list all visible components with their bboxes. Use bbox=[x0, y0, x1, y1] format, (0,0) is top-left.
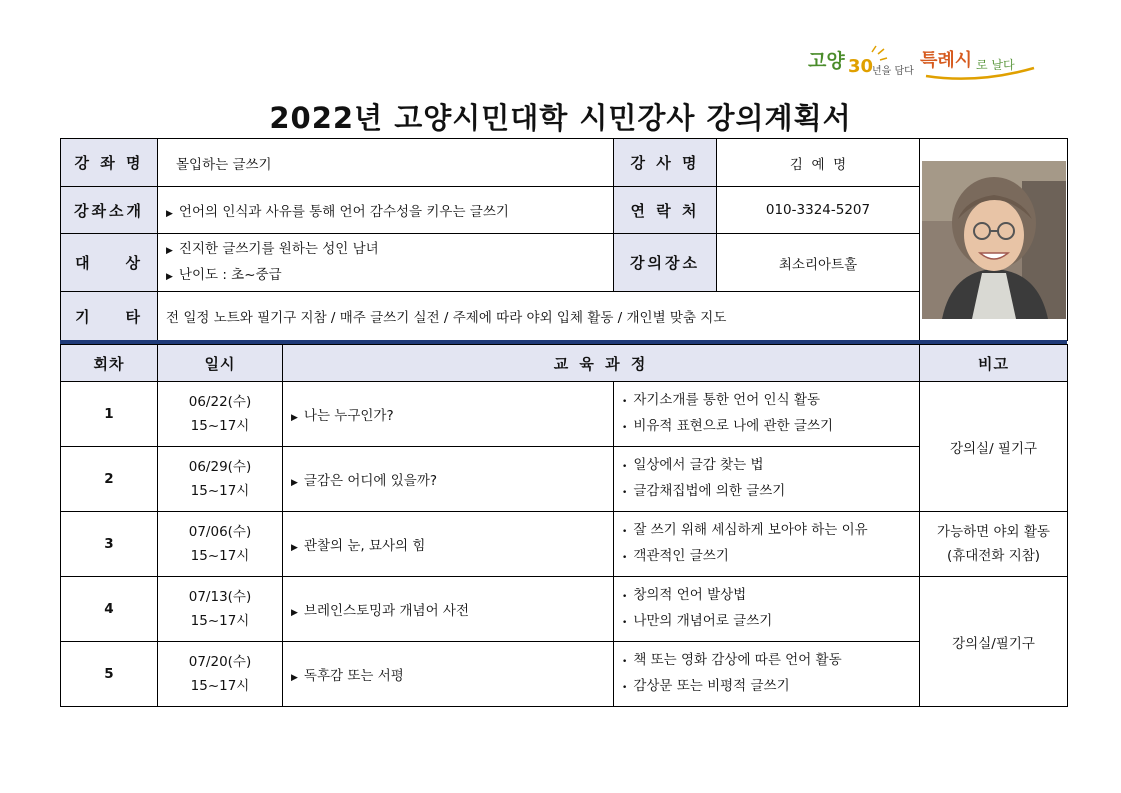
session-datetime bbox=[158, 577, 283, 642]
note-row-3-line1: 가능하면 야외 활동 bbox=[937, 524, 1050, 540]
session-datetime bbox=[158, 382, 283, 447]
header-date: 일시 bbox=[158, 345, 283, 382]
etc-label: 기 타 bbox=[61, 292, 158, 341]
session-details bbox=[614, 447, 920, 512]
header-note: 비고 bbox=[920, 345, 1068, 382]
session-date: 07/06(수) bbox=[188, 524, 252, 540]
course-label: 강 좌 명 bbox=[61, 139, 158, 187]
logo-text-fly: 로 날다 bbox=[976, 58, 1015, 72]
session-topic: 나는 누구인가? bbox=[303, 408, 394, 424]
target-line-2: 난이도 : 초~중급 bbox=[178, 266, 282, 283]
bullet-dot-icon: • bbox=[622, 488, 628, 498]
session-topic: 글감은 어디에 있을까? bbox=[303, 473, 438, 489]
session-topic: 독후감 또는 서평 bbox=[303, 668, 404, 684]
bullet-dot-icon: • bbox=[622, 397, 628, 407]
note-rows-1-2: 강의실/ 필기구 bbox=[920, 382, 1068, 512]
table-row bbox=[61, 512, 1068, 577]
instructor-label: 강 사 명 bbox=[614, 139, 717, 187]
session-time: 15~17시 bbox=[190, 418, 250, 434]
session-date: 07/13(수) bbox=[188, 589, 252, 605]
session-number: 4 bbox=[61, 577, 158, 642]
course-info-table bbox=[60, 138, 1068, 341]
session-datetime bbox=[158, 642, 283, 707]
instructor-photo-cell bbox=[920, 139, 1068, 341]
session-time: 15~17시 bbox=[190, 483, 250, 499]
bullet-dot-icon: • bbox=[622, 657, 628, 667]
session-time: 15~17시 bbox=[190, 678, 250, 694]
bullet-triangle-icon: ▶ bbox=[291, 673, 298, 683]
logo-text-30: 30 bbox=[848, 56, 874, 77]
session-date: 07/20(수) bbox=[188, 654, 252, 670]
contact-label: 연 락 처 bbox=[614, 187, 717, 234]
bullet-triangle-icon: ▶ bbox=[166, 271, 173, 282]
note-row-3 bbox=[920, 512, 1068, 577]
session-detail-2: 글감채집법에 의한 글쓰기 bbox=[633, 483, 786, 499]
table-row bbox=[61, 447, 1068, 512]
intro-label: 강좌소개 bbox=[61, 187, 158, 234]
session-detail-2: 감상문 또는 비평적 글쓰기 bbox=[633, 678, 790, 694]
session-topic-cell bbox=[283, 577, 614, 642]
session-time: 15~17시 bbox=[190, 548, 250, 564]
session-topic: 관찰의 눈, 묘사의 힘 bbox=[303, 538, 426, 554]
session-detail-1: 책 또는 영화 감상에 따른 언어 활동 bbox=[633, 652, 842, 668]
session-detail-1: 일상에서 글감 찾는 법 bbox=[633, 457, 764, 473]
bullet-dot-icon: • bbox=[622, 683, 628, 693]
session-detail-1: 잘 쓰기 위해 세심하게 보아야 하는 이유 bbox=[633, 522, 868, 538]
session-time: 15~17시 bbox=[190, 613, 250, 629]
header-curriculum: 교 육 과 정 bbox=[283, 345, 920, 382]
bullet-triangle-icon: ▶ bbox=[166, 209, 173, 219]
bullet-triangle-icon: ▶ bbox=[291, 608, 298, 618]
logo-text-years: 년을 담다 bbox=[872, 66, 914, 77]
bullet-dot-icon: • bbox=[622, 553, 628, 563]
session-topic-cell bbox=[283, 512, 614, 577]
table-row bbox=[61, 642, 1068, 707]
target-line-1: 진지한 글쓰기를 원하는 성인 남녀 bbox=[178, 240, 379, 257]
session-topic-cell bbox=[283, 642, 614, 707]
venue-label: 강의장소 bbox=[614, 234, 717, 292]
session-topic: 브레인스토밍과 개념어 사전 bbox=[303, 603, 469, 619]
session-datetime bbox=[158, 447, 283, 512]
session-detail-2: 객관적인 글쓰기 bbox=[633, 548, 729, 564]
session-details bbox=[614, 512, 920, 577]
instructor-value: 김 예 명 bbox=[717, 139, 920, 187]
session-date: 06/29(수) bbox=[188, 459, 252, 475]
note-row-3-line2: (휴대전화 지참) bbox=[946, 548, 1041, 564]
bullet-dot-icon: • bbox=[622, 462, 628, 472]
header-session: 회차 bbox=[61, 345, 158, 382]
course-value: 몰입하는 글쓰기 bbox=[158, 139, 614, 187]
session-topic-cell bbox=[283, 447, 614, 512]
etc-value: 전 일정 노트와 필기구 지참 / 매주 글쓰기 실전 / 주제에 따라 야외 입체 활동 / 개인별 맞춤 지도 bbox=[158, 292, 920, 341]
session-detail-1: 창의적 언어 발상법 bbox=[633, 587, 747, 603]
bullet-triangle-icon: ▶ bbox=[291, 413, 298, 423]
goyang-30-logo bbox=[808, 44, 1040, 84]
schedule-table bbox=[60, 344, 1068, 707]
session-detail-2: 나만의 개념어로 글쓰기 bbox=[633, 613, 773, 629]
session-datetime bbox=[158, 512, 283, 577]
logo-text-special-city: 특례시 bbox=[920, 50, 973, 71]
table-row bbox=[61, 577, 1068, 642]
table-row bbox=[61, 382, 1068, 447]
session-number: 2 bbox=[61, 447, 158, 512]
bullet-triangle-icon: ▶ bbox=[291, 543, 298, 553]
instructor-photo bbox=[922, 161, 1066, 319]
session-detail-2: 비유적 표현으로 나에 관한 글쓰기 bbox=[633, 418, 834, 434]
bullet-dot-icon: • bbox=[622, 618, 628, 628]
intro-value-cell bbox=[158, 187, 614, 234]
document-title: 2022년 고양시민대학 시민강사 강의계획서 bbox=[269, 101, 852, 135]
target-value-cell bbox=[158, 234, 614, 292]
bullet-dot-icon: • bbox=[622, 527, 628, 537]
session-details bbox=[614, 642, 920, 707]
bullet-triangle-icon: ▶ bbox=[291, 478, 298, 488]
session-number: 5 bbox=[61, 642, 158, 707]
session-number: 3 bbox=[61, 512, 158, 577]
logo-text-goyang: 고양 bbox=[808, 50, 845, 72]
note-rows-4-5: 강의실/필기구 bbox=[920, 577, 1068, 707]
bullet-triangle-icon: ▶ bbox=[166, 245, 173, 256]
contact-value: 010-3324-5207 bbox=[717, 187, 920, 234]
target-label: 대 상 bbox=[61, 234, 158, 292]
session-topic-cell bbox=[283, 382, 614, 447]
session-date: 06/22(수) bbox=[188, 394, 252, 410]
session-details bbox=[614, 577, 920, 642]
venue-value: 최소리아트홀 bbox=[717, 234, 920, 292]
bullet-dot-icon: • bbox=[622, 592, 628, 602]
intro-value: 언어의 인식과 사유를 통해 언어 감수성을 키우는 글쓰기 bbox=[178, 204, 509, 220]
session-detail-1: 자기소개를 통한 언어 인식 활동 bbox=[633, 392, 821, 408]
session-details bbox=[614, 382, 920, 447]
session-number: 1 bbox=[61, 382, 158, 447]
bullet-dot-icon: • bbox=[622, 423, 628, 433]
